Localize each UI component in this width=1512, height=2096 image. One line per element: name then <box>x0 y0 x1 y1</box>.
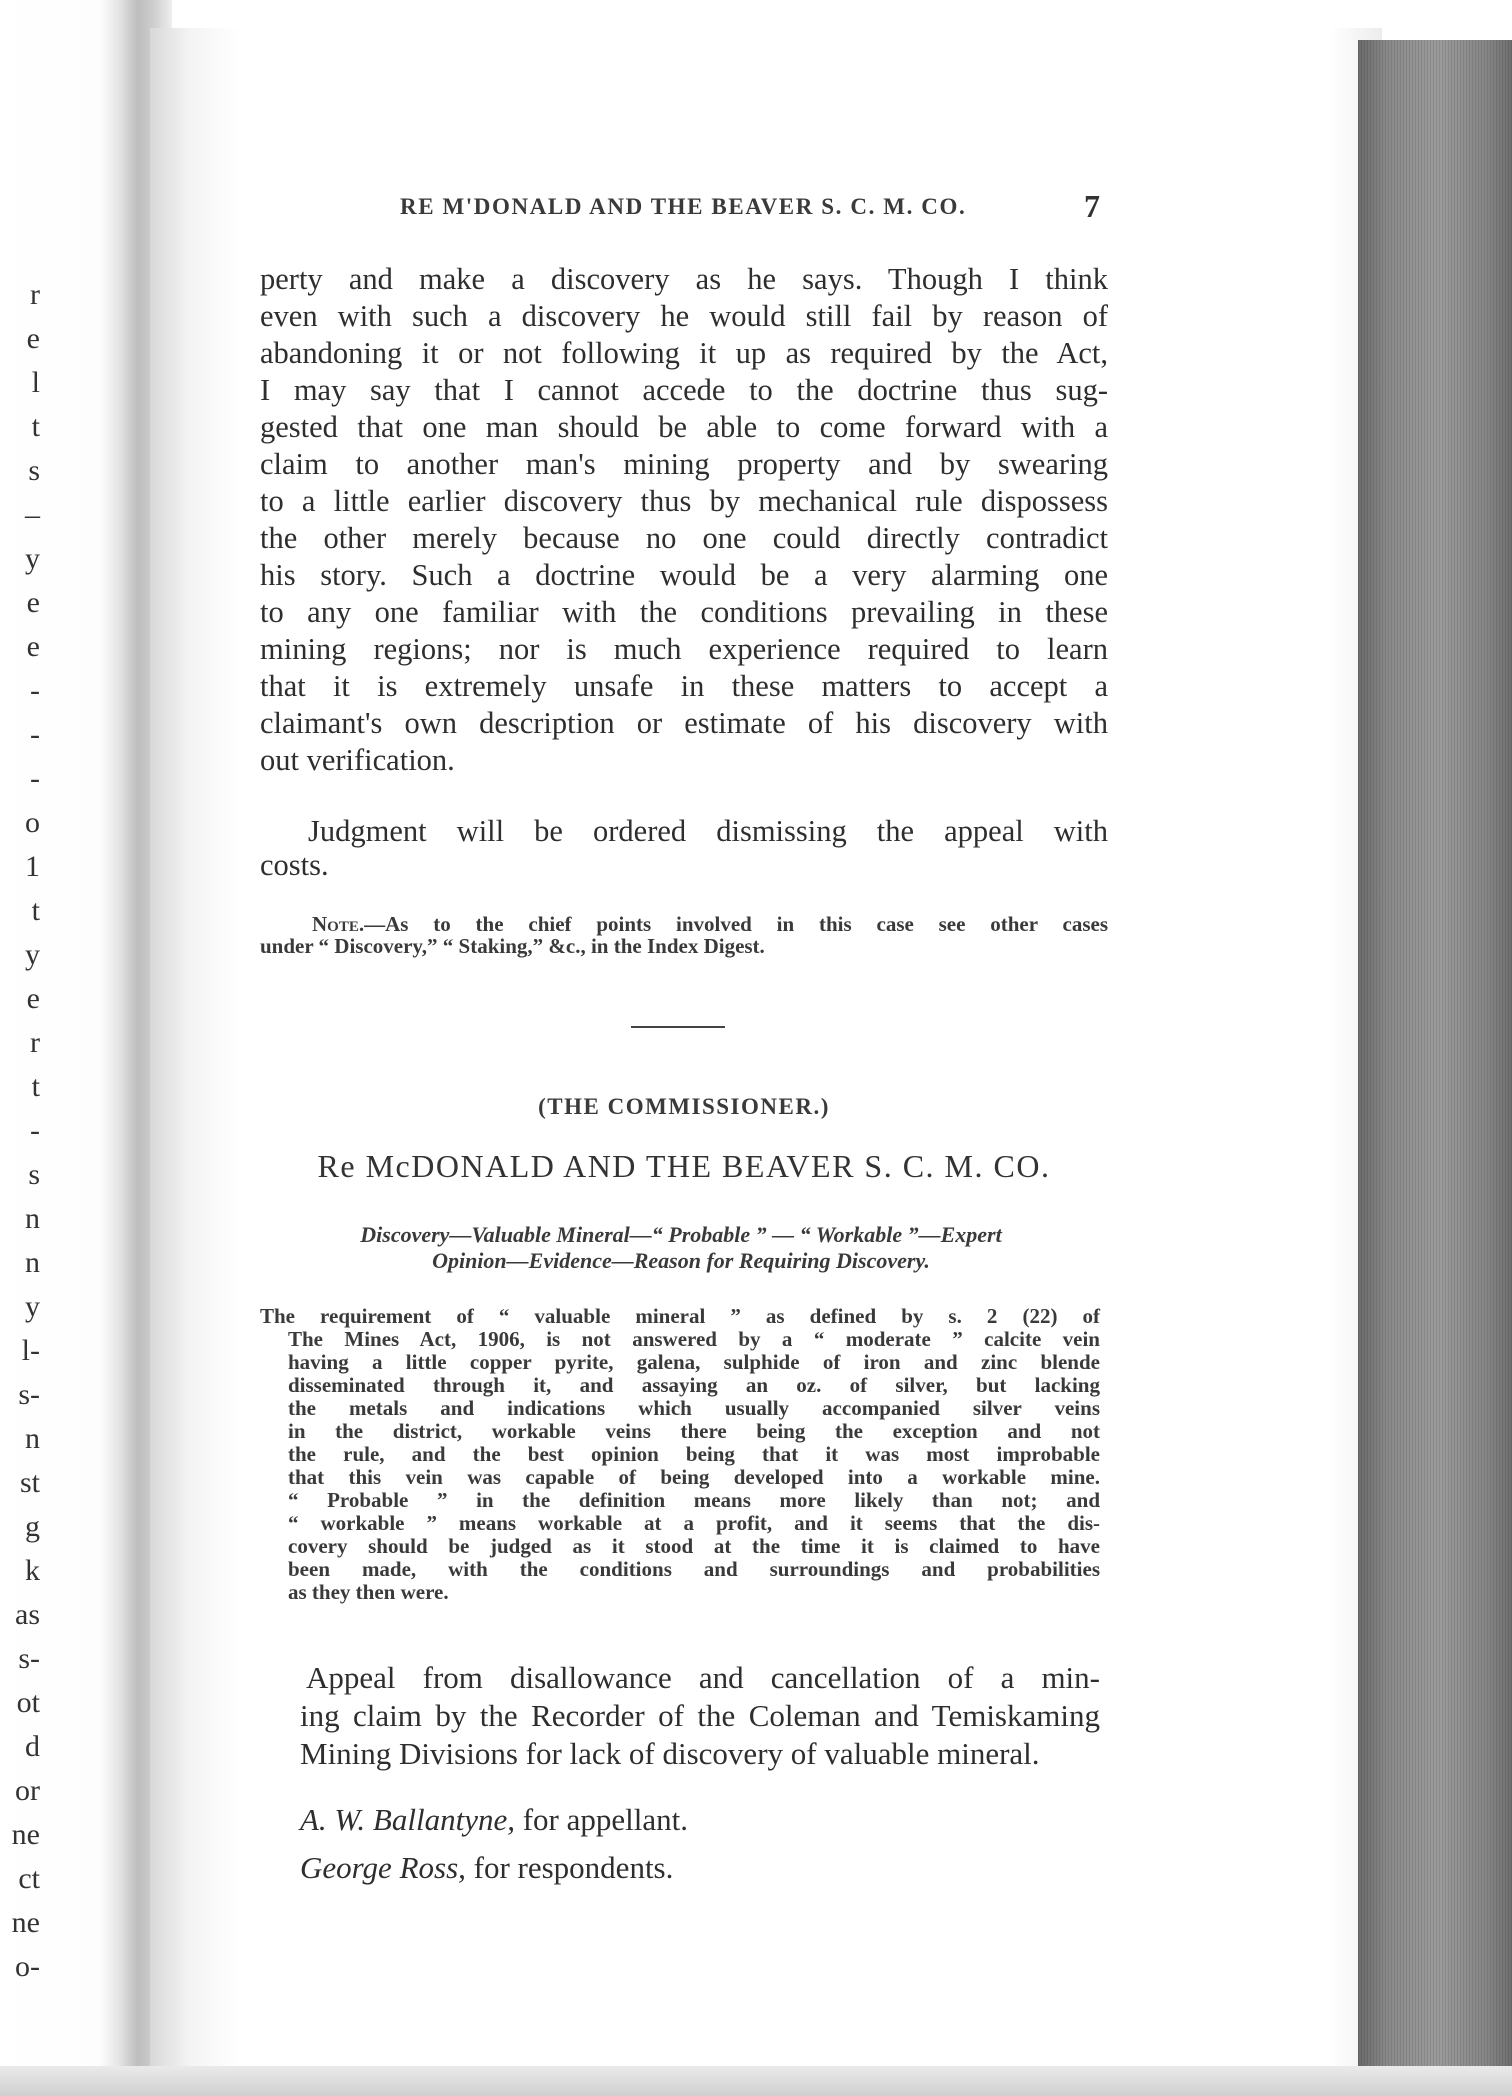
note-label: Note. <box>312 912 365 936</box>
left-page-fragment: e <box>26 630 40 663</box>
counsel-name: A. W. Ballantyne, <box>300 1802 515 1837</box>
text-line: that it is extremely unsafe in these matters to accept a <box>260 669 1108 703</box>
text-line: claim to another man's mining property and by swearing <box>260 447 1108 481</box>
counsel-role: for respondents. <box>473 1850 674 1885</box>
text-line: Mining Divisions for lack of discovery of valuable mineral. <box>300 1736 1040 1771</box>
page-number: 7 <box>1084 188 1100 224</box>
headnote-line: as they then were. <box>288 1580 449 1604</box>
left-page-fragment: e <box>26 586 40 619</box>
left-page-fragment: d <box>25 1730 40 1763</box>
left-page-fragment: s- <box>18 1642 40 1675</box>
continued-paragraph <box>260 262 1108 792</box>
left-page-fragment: s <box>28 454 40 487</box>
left-page-fragment: - <box>30 718 40 751</box>
text-line: claimant's own description or estimate of his discovery with <box>260 706 1108 740</box>
text-line: Judgment will be ordered dismissing the appeal with <box>308 814 1108 848</box>
left-page-fragment: n <box>25 1422 40 1455</box>
left-page-fragment: - <box>30 762 40 795</box>
left-page-fragment: o <box>25 806 40 839</box>
counsel-role: for appellant. <box>522 1802 688 1837</box>
left-page-fragment: - <box>30 1114 40 1147</box>
note-paragraph <box>260 912 1108 972</box>
text-line: out verification. <box>260 743 455 777</box>
appeal-paragraph <box>300 1660 1100 1780</box>
catchword-line: Discovery—Valuable Mineral—“ Probable ” — “ Workable ”—Expert <box>360 1222 1002 1247</box>
note-text: —As to the chief points involved in this case see other cases <box>364 912 1108 936</box>
left-page-fragment: l- <box>21 1334 40 1367</box>
headnote-line: that this vein was capable of being developed into a workable mine. <box>288 1465 1100 1489</box>
judgment-paragraph <box>260 814 1108 894</box>
text-line: the other merely because no one could directly contradict <box>260 521 1108 555</box>
left-page-fragment: ne <box>11 1906 40 1939</box>
left-page-fragment: ot <box>16 1686 40 1719</box>
headnote-line: covery should be judged as it stood at the time it is claimed to have <box>288 1534 1100 1558</box>
left-page-fragment: g <box>25 1510 40 1543</box>
headnote-line: having a little copper pyrite, galena, sulphide of iron and zinc blende <box>288 1350 1100 1374</box>
left-page-fragment: r <box>30 1026 40 1059</box>
note-line: under “ Discovery,” “ Staking,” &c., in the Index Digest. <box>260 934 765 958</box>
text-line: mining regions; nor is much experience required to learn <box>260 632 1108 666</box>
book-page-edges <box>1358 40 1512 2096</box>
left-page-fragment: ne <box>11 1818 40 1851</box>
text-line: perty and make a discovery as he says. Though I think <box>260 262 1108 296</box>
left-page-fragment: s <box>28 1158 40 1191</box>
left-page-edge <box>0 0 172 2096</box>
counsel-name: George Ross, <box>300 1850 466 1885</box>
headnote-line: The requirement of “ valuable mineral ” as defined by s. 2 (22) of <box>260 1304 1100 1328</box>
left-page-fragment: l <box>31 366 40 399</box>
left-page-fragment: ct <box>18 1862 40 1895</box>
left-page-fragment: n <box>25 1246 40 1279</box>
text-line: even with such a discovery he would still fail by reason of <box>260 299 1108 333</box>
left-page-fragment: s- <box>18 1378 40 1411</box>
left-page-fragment: o- <box>15 1950 40 1983</box>
left-page-fragment: k <box>25 1554 40 1587</box>
running-head <box>260 188 1100 234</box>
left-page-fragment: y <box>25 1290 40 1323</box>
running-head-title: RE M'DONALD AND THE BEAVER S. C. M. CO. <box>400 194 967 219</box>
left-page-fragment: as <box>15 1598 40 1631</box>
headnote-line: the metals and indications which usually accompanied silver veins <box>288 1396 1100 1420</box>
left-page-fragment: - <box>30 674 40 707</box>
headnote-line: The Mines Act, 1906, is not answered by a “ moderate ” calcite vein <box>288 1327 1100 1351</box>
left-page-fragment: r <box>30 278 40 311</box>
left-page-fragment: – <box>25 498 40 531</box>
counsel-respondents <box>300 1850 673 1886</box>
text-line: ing claim by the Recorder of the Coleman and Temiskaming <box>300 1698 1100 1733</box>
left-page-fragment: e <box>26 982 40 1015</box>
headnote-line: in the district, workable veins there being the exception and not <box>288 1419 1100 1443</box>
headnote-line: disseminated through it, and assaying an oz. of silver, but lacking <box>288 1373 1100 1397</box>
counsel-appellant <box>300 1802 688 1838</box>
left-page-fragment: y <box>25 938 40 971</box>
headnote <box>260 1304 1100 1624</box>
catchwords <box>250 1222 1112 1292</box>
left-page-fragment: y <box>25 542 40 575</box>
headnote-line: the rule, and the best opinion being that it was most improbable <box>288 1442 1100 1466</box>
bottom-shadow <box>0 2066 1512 2096</box>
catchword-line: Opinion—Evidence—Reason for Requiring Discovery. <box>432 1248 930 1273</box>
court-heading: (THE COMMISSIONER.) <box>538 1094 830 1119</box>
text-line: Appeal from disallowance and cancellation of a min- <box>306 1660 1100 1695</box>
separator-rule <box>631 1026 725 1028</box>
left-page-fragment: st <box>19 1466 40 1499</box>
text-line: to any one familiar with the conditions prevailing in these <box>260 595 1108 629</box>
headnote-line: “ workable ” means workable at a profit, and it seems that the dis- <box>288 1511 1100 1535</box>
left-page-fragment: n <box>25 1202 40 1235</box>
headnote-line: “ Probable ” in the definition means more likely than not; and <box>288 1488 1100 1512</box>
text-line: costs. <box>260 848 329 882</box>
text-line: abandoning it or not following it up as required by the Act, <box>260 336 1108 370</box>
left-page-fragment: t <box>31 410 40 443</box>
text-line: gested that one man should be able to come forward with a <box>260 410 1108 444</box>
left-page-fragment: e <box>26 322 40 355</box>
case-title: Re McDONALD AND THE BEAVER S. C. M. CO. <box>317 1148 1051 1184</box>
text-line: to a little earlier discovery thus by mechanical rule dispossess <box>260 484 1108 518</box>
left-page-fragment: t <box>31 894 40 927</box>
left-page-fragment: 1 <box>25 850 40 883</box>
text-line: I may say that I cannot accede to the doctrine thus sug- <box>260 373 1108 407</box>
left-page-fragment: or <box>15 1774 40 1807</box>
text-line: his story. Such a doctrine would be a very alarming one <box>260 558 1108 592</box>
left-page-fragments <box>0 0 40 2096</box>
left-page-fragment: t <box>31 1070 40 1103</box>
headnote-line: been made, with the conditions and surroundings and probabilities <box>288 1557 1100 1581</box>
